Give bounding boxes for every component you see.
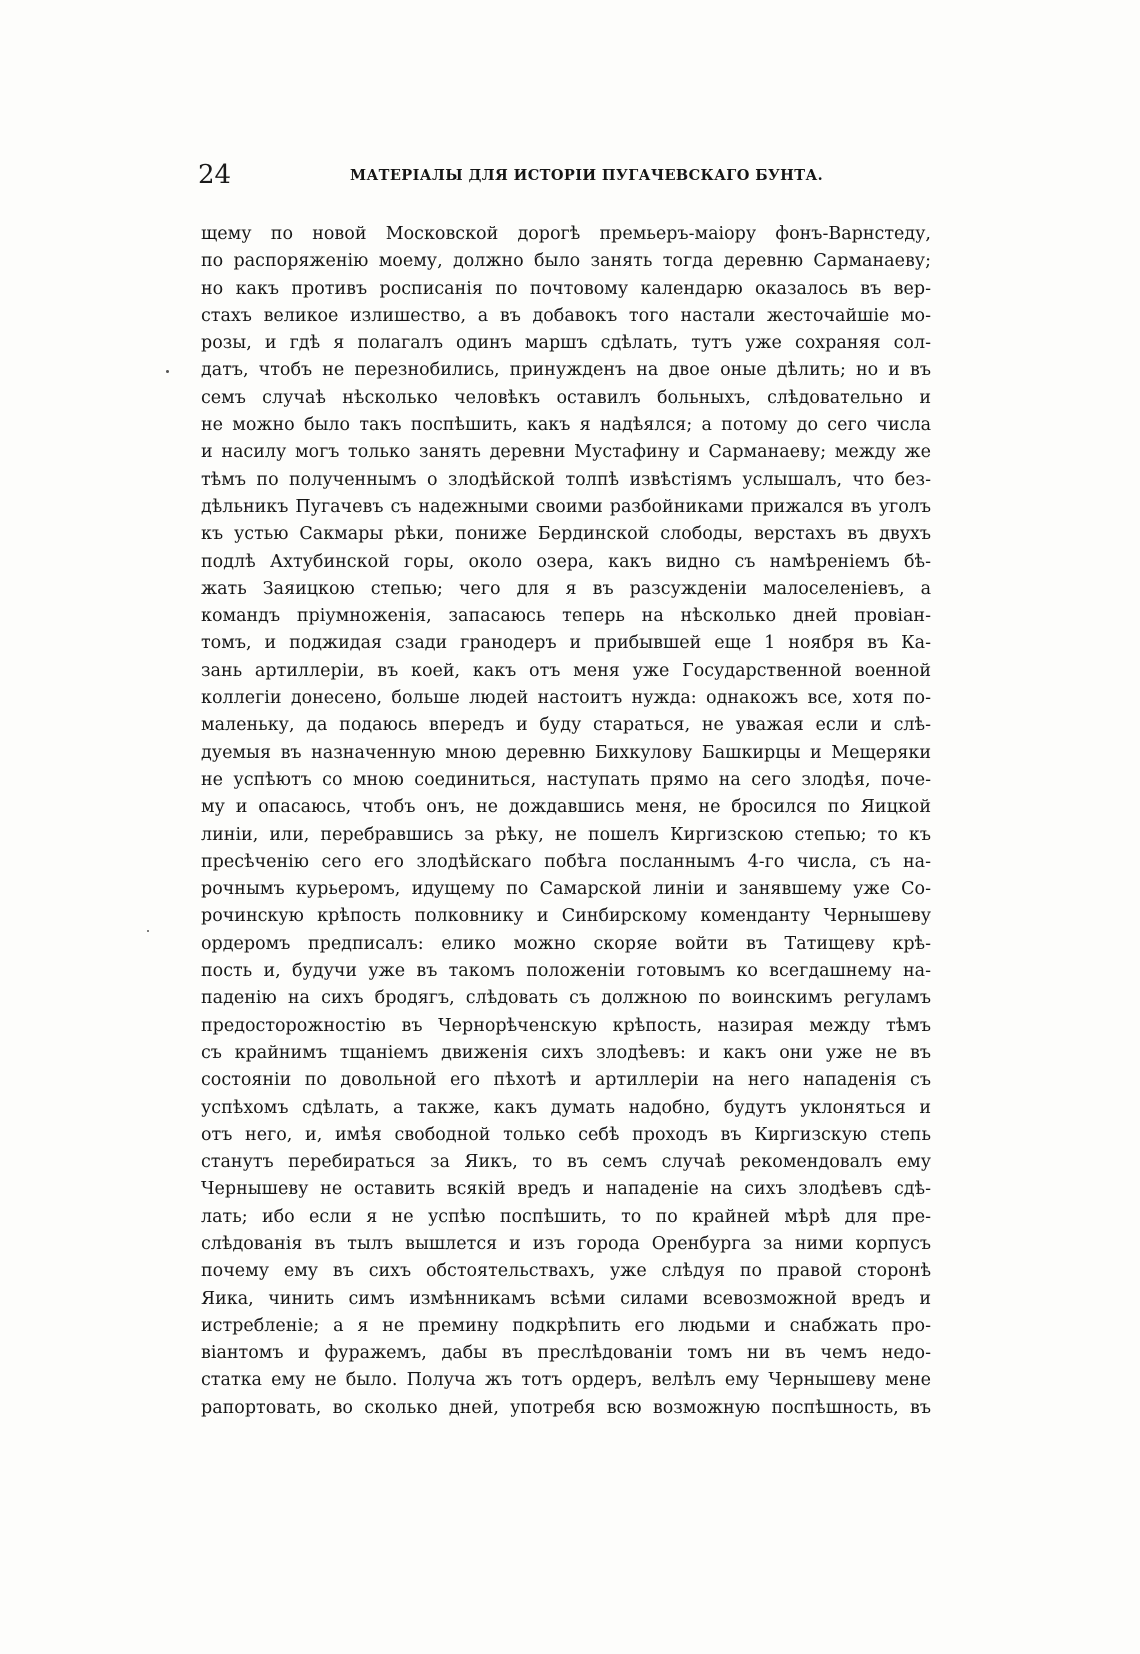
page-header <box>198 160 824 200</box>
text-line: тѣмъ по полученнымъ о злодѣйской толпѣ извѣстіямъ услышалъ, что без- <box>201 469 931 490</box>
text-line: дѣльникъ Пугачевъ съ надежными своими разбойниками прижался въ уголъ <box>201 496 931 517</box>
text-line: семъ случаѣ нѣсколько человѣкъ оставилъ больныхъ, слѣдовательно и <box>201 387 931 408</box>
text-line: подлѣ Ахтубинской горы, около озера, какъ видно съ намѣреніемъ бѣ- <box>201 551 931 572</box>
text-line: датъ, чтобъ не перезнобились, принужденъ на двое оные дѣлить; но и въ <box>201 360 931 381</box>
text-line: къ устью Сакмары рѣки, пониже Бердинской слободы, верстахъ въ двухъ <box>201 524 931 545</box>
body-text <box>201 221 931 1422</box>
text-line: розы, и гдѣ я полагалъ одинъ маршъ сдѣлать, тутъ уже сохраняя сол- <box>201 333 931 354</box>
text-line: состояніи по довольной его пѣхотѣ и артиллеріи на него нападенія съ <box>201 1070 931 1091</box>
text-line: не можно было такъ поспѣшить, какъ я надѣялся; а потому до сего числа <box>201 415 931 436</box>
text-line: Яика, чинить симъ измѣнникамъ всѣми силами всевозможной вредъ и <box>201 1288 931 1309</box>
text-line: предосторожностію въ Чернорѣченскую крѣпость, назирая между тѣмъ <box>201 1015 931 1036</box>
text-line: паденію на сихъ бродягъ, слѣдовать съ должною по воинскимъ регуламъ <box>201 988 931 1009</box>
text-line: му и опасаюсь, чтобъ онъ, не дождавшись меня, не бросился по Яицкой <box>201 797 931 818</box>
text-line: слѣдованія въ тылъ вышлется и изъ города Оренбурга за ними корпусъ <box>201 1233 931 1254</box>
page-number: 24 <box>198 160 232 190</box>
text-line: командъ пріумноженія, запасаюсь теперь на нѣсколько дней провіан- <box>201 606 931 627</box>
text-line: статка ему не было. Получа жъ тотъ ордеръ, велѣлъ ему Чернышеву мене <box>201 1370 931 1391</box>
text-line: щему по новой Московской дорогѣ премьеръ-маіору фонъ-Варнстеду, <box>201 224 931 244</box>
text-line: пость и, будучи уже въ такомъ положеніи готовымъ ко всегдашнему на- <box>201 961 931 982</box>
text-line: рочинскую крѣпость полковнику и Синбирскому коменданту Чернышеву <box>201 906 931 927</box>
text-line: Чернышеву не оставить всякій вредъ и нападеніе на сихъ злодѣевъ сдѣ- <box>201 1179 931 1200</box>
text-line: дуемыя въ назначенную мною деревню Бихкулову Башкирцы и Мещеряки <box>201 742 931 763</box>
text-line: успѣхомъ сдѣлать, а также, какъ думать надобно, будутъ уклоняться и <box>201 1097 931 1118</box>
text-line: лать; ибо если я не успѣю поспѣшить, то по крайней мѣрѣ для пре- <box>201 1206 931 1227</box>
text-line: коллегіи донесено, больше людей настоитъ нужда: однакожъ все, хотя по- <box>201 688 931 709</box>
text-line: віантомъ и фуражемъ, дабы въ преслѣдованіи томъ ни въ чемъ недо- <box>201 1343 931 1364</box>
text-line: но какъ противъ росписанія по почтовому календарю оказалось въ вер- <box>201 278 931 299</box>
text-line: рапортовать, во сколько дней, употребя всю возможную поспѣшность, въ <box>201 1397 931 1418</box>
scan-speck <box>166 370 169 373</box>
text-line: отъ него, и, имѣя свободной только себѣ проходъ въ Киргизскую степь <box>201 1124 931 1145</box>
text-line: истребленіе; а я не премину подкрѣпить его людьми и снабжать про- <box>201 1315 931 1336</box>
text-line: рочнымъ курьеромъ, идущему по Самарской линіи и занявшему уже Со- <box>201 879 931 900</box>
text-line: линіи, или, перебравшись за рѣку, не пошелъ Киргизскою степью; то къ <box>201 824 931 845</box>
text-line: станутъ перебираться за Яикъ, то въ семъ случаѣ рекомендовалъ ему <box>201 1152 931 1173</box>
text-line: жать Заяицкою степью; чего для я въ разсужденіи малоселеніевъ, а <box>201 578 931 599</box>
text-line: не успѣютъ со мною соединиться, наступать прямо на сего злодѣя, поче- <box>201 769 931 790</box>
scan-speck <box>147 930 149 932</box>
running-title: МАТЕРІАЛЫ ДЛЯ ИСТОРІИ ПУГАЧЕВСКАГО БУНТА. <box>350 167 824 184</box>
text-line: зань артиллеріи, въ коей, какъ отъ меня уже Государственной военной <box>201 660 931 681</box>
text-line: почему ему въ сихъ обстоятельствахъ, уже слѣдуя по правой сторонѣ <box>201 1261 931 1282</box>
text-line: пресѣченію сего его злодѣйскаго побѣга посланнымъ 4-го числа, съ на- <box>201 851 931 872</box>
text-line: и насилу могъ только занять деревни Мустафину и Сарманаеву; между же <box>201 442 931 463</box>
text-line: маленьку, да подаюсь впередъ и буду стараться, не уважая если и слѣ- <box>201 715 931 736</box>
text-line: томъ, и поджидая сзади гранодеръ и прибывшей еще 1 ноября въ Ка- <box>201 633 931 654</box>
text-line: ордеромъ предписалъ: елико можно скоряе войти въ Татищеву крѣ- <box>201 933 931 954</box>
text-line: съ крайнимъ тщаніемъ движенія сихъ злодѣевъ: и какъ они уже не въ <box>201 1042 931 1063</box>
text-line: стахъ великое излишество, а въ добавокъ того настали жесточайшіе мо- <box>201 305 931 326</box>
text-line: по распоряженію моему, должно было занять тогда деревню Сарманаеву; <box>201 251 931 272</box>
